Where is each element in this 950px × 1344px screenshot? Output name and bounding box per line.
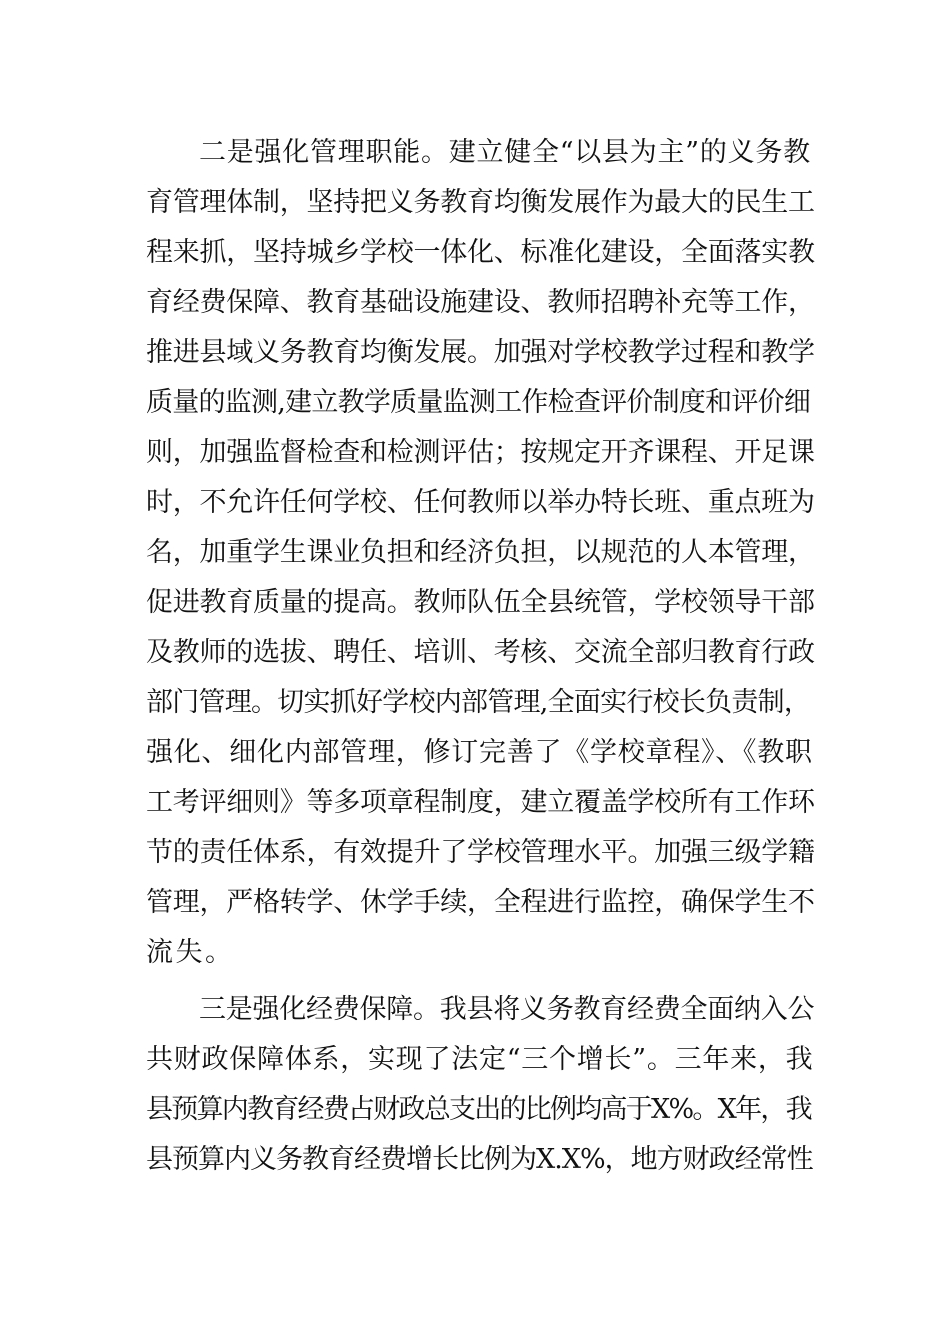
paragraph-management xyxy=(146,128,816,978)
paragraph-line: 及教师的选拔、聘任、培训、考核、交流全部归教育行政 xyxy=(146,637,815,668)
paragraph-line: 时，不允许任何学校、任何教师以举办特长班、重点班为 xyxy=(146,487,815,518)
paragraph-line: 二是强化管理职能。建立健全“以县为主”的义务教 xyxy=(199,137,811,168)
paragraph-line: 部门管理。切实抓好学校内部管理,全面实行校长负责制， xyxy=(146,687,811,718)
paragraph-line: 质量的监测,建立教学质量监测工作检查评价制度和评价细 xyxy=(146,387,811,418)
paragraph-line: 育经费保障、教育基础设施建设、教师招聘补充等工作， xyxy=(146,287,815,318)
paragraph-line: 县预算内义务教育经费增长比例为X.X%，地方财政经常性 xyxy=(146,1144,813,1175)
paragraph-line: 县预算内教育经费占财政总支出的比例均高于X%。X年，我 xyxy=(146,1094,811,1125)
paragraph-line: 管理，严格转学、休学手续，全程进行监控，确保学生不 xyxy=(146,887,815,918)
paragraph-line: 节的责任体系，有效提升了学校管理水平。加强三级学籍 xyxy=(146,837,815,868)
paragraph-line: 强化、细化内部管理，修订完善了《学校章程》、《教职 xyxy=(146,737,813,768)
paragraph-line: 则，加强监督检查和检测评估；按规定开齐课程、开足课 xyxy=(146,437,815,468)
paragraph-funding xyxy=(146,985,816,1185)
paragraph-line: 共财政保障体系，实现了法定“三个增长”。三年来，我 xyxy=(146,1044,814,1075)
paragraph-line: 程来抓，坚持城乡学校一体化、标准化建设，全面落实教 xyxy=(146,237,815,268)
paragraph-line: 促进教育质量的提高。教师队伍全县统管，学校领导干部 xyxy=(146,587,815,618)
paragraph-line: 推进县域义务教育均衡发展。加强对学校教学过程和教学 xyxy=(146,337,815,368)
paragraph-line: 工考评细则》等多项章程制度，建立覆盖学校所有工作环 xyxy=(146,787,815,818)
paragraph-line: 三是强化经费保障。我县将义务教育经费全面纳入公 xyxy=(199,994,815,1025)
paragraph-line: 流失。 xyxy=(146,937,235,968)
paragraph-line: 名，加重学生课业负担和经济负担，以规范的人本管理， xyxy=(146,537,815,568)
paragraph-line: 育管理体制，坚持把义务教育均衡发展作为最大的民生工 xyxy=(146,187,815,218)
